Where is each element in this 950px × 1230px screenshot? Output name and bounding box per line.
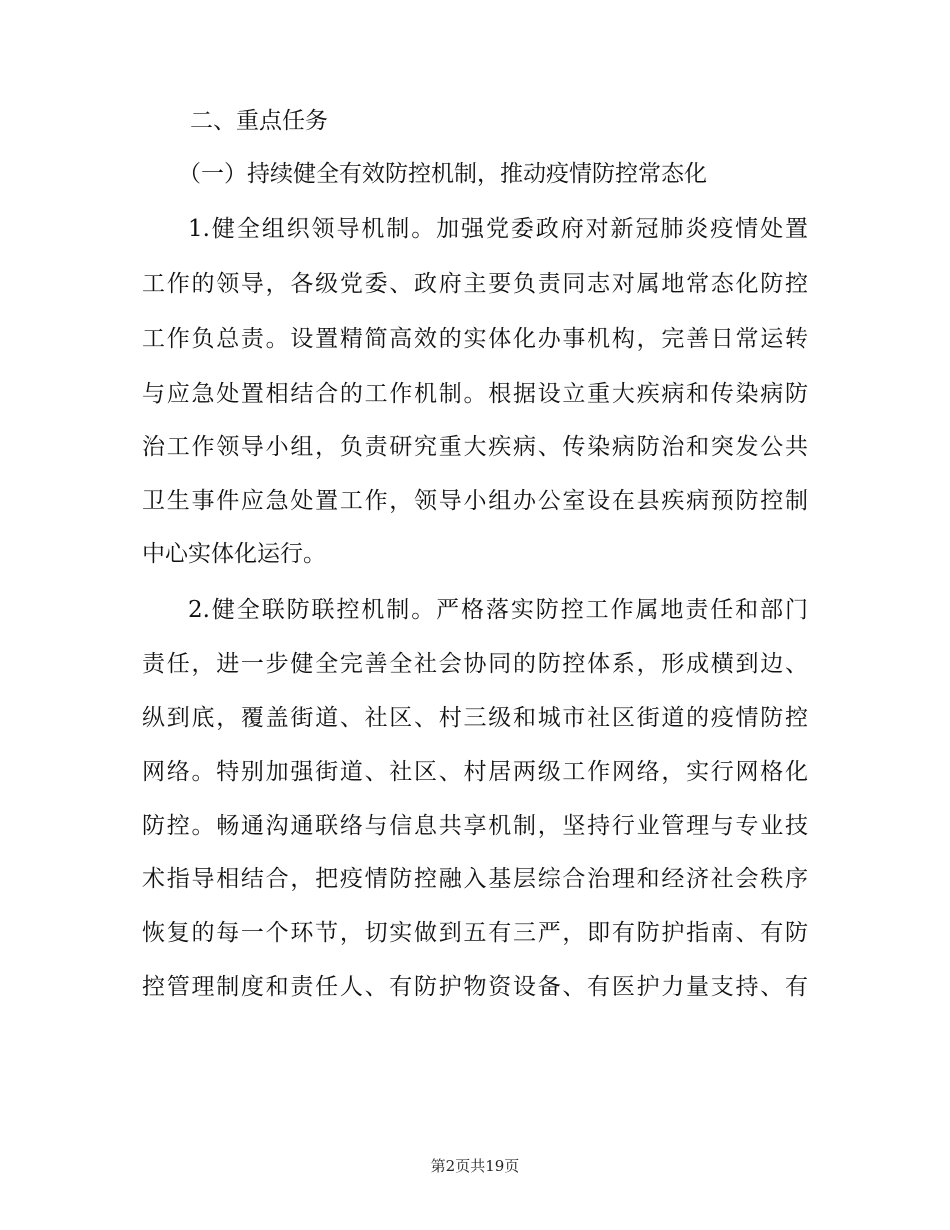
paragraph1-line: 与应急处置相结合的工作机制。根据设立重大疾病和传染病防 <box>142 381 808 407</box>
paragraph2-line: 2.健全联防联控机制。严格落实防控工作属地责任和部门 <box>188 597 808 623</box>
paragraph2-line: 纵到底，覆盖街道、社区、村三级和城市社区街道的疫情防控 <box>142 705 808 731</box>
paragraph2-line: 责任，进一步健全完善全社会协同的防控体系，形成横到边、 <box>142 651 808 677</box>
paragraph2-line: 术指导相结合，把疫情防控融入基层综合治理和经济社会秩序 <box>142 866 808 892</box>
paragraph2-line: 恢复的每一个环节，切实做到五有三严，即有防护指南、有防 <box>142 920 808 946</box>
subsection-heading: （一）持续健全有效防控机制，推动疫情防控常态化 <box>178 161 707 187</box>
paragraph2-line: 防控。畅通沟通联络与信息共享机制，坚持行业管理与专业技 <box>142 813 808 839</box>
paragraph1-line: 1.健全组织领导机制。加强党委政府对新冠肺炎疫情处置 <box>188 216 808 242</box>
paragraph1-line: 卫生事件应急处置工作，领导小组办公室设在县疾病预防控制 <box>142 488 808 514</box>
paragraph1-line: 工作的领导，各级党委、政府主要负责同志对属地常态化防控 <box>142 271 808 297</box>
paragraph1-line: 治工作领导小组，负责研究重大疾病、传染病防治和突发公共 <box>142 434 808 460</box>
paragraph1-line: 中心实体化运行。 <box>142 541 326 567</box>
paragraph2-line: 控管理制度和责任人、有防护物资设备、有医护力量支持、有 <box>142 974 808 1000</box>
page-number: 第2页共19页 <box>430 1157 520 1175</box>
paragraph2-line: 网络。特别加强街道、社区、村居两级工作网络，实行网格化 <box>142 759 808 785</box>
section-heading: 二、重点任务 <box>190 108 328 134</box>
paragraph1-line: 工作负总责。设置精简高效的实体化办事机构，完善日常运转 <box>142 326 808 352</box>
